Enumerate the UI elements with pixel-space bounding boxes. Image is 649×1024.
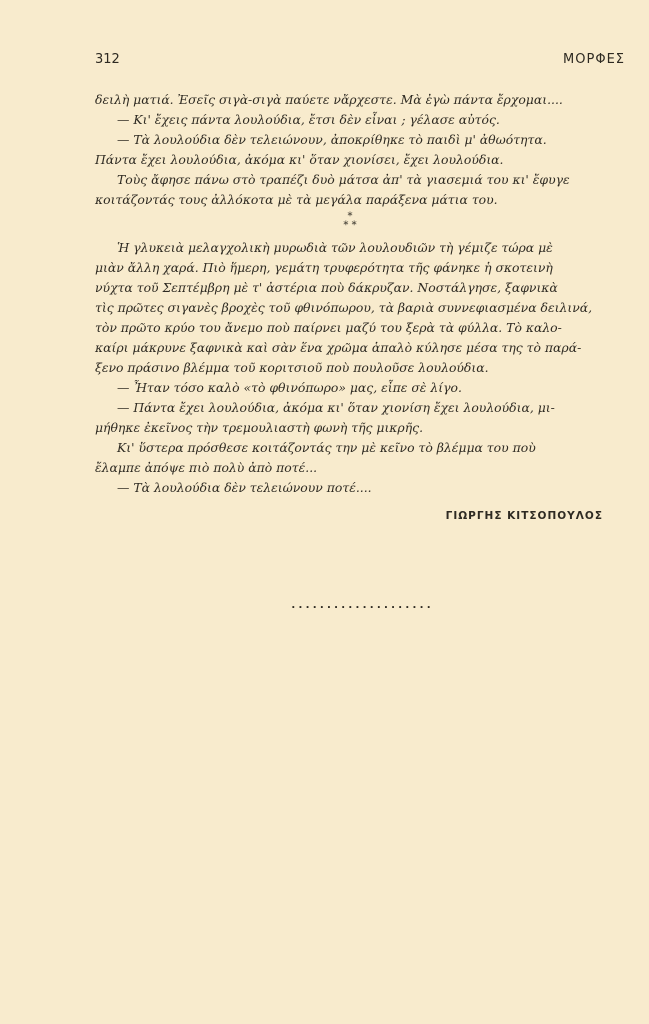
page-number: 312 (95, 52, 120, 67)
separator-bottom-stars: * * (343, 220, 357, 231)
text-line: ἔλαμπε ἀπόψε πιὸ πολὺ ἀπὸ ποτέ... (95, 460, 318, 475)
author-signature: ΓΙΩΡΓΗΣ ΚΙΤΣΟΠΟΥΛΟΣ (445, 510, 603, 522)
paragraph-narration (95, 238, 625, 498)
text-line: Πάντα ἔχει λουλούδια, ἀκόμα κι' ὅταν χιονίσει, ἔχει λουλούδια. (95, 152, 504, 167)
text-line: τὸν πρῶτο κρύο του ἄνεμο ποὺ παίρνει μαζύ του ξερὰ τὰ φύλλα. Τὸ καλο- (95, 320, 562, 335)
text-line: δειλὴ ματιά. Ἐσεῖς σιγὰ-σιγὰ παύετε νἄρχεστε. Μὰ ἐγὼ πάντα ἔρχομαι.... (95, 92, 563, 107)
paragraph-dialogue (95, 90, 625, 210)
text-line: — Κι' ἔχεις πάντα λουλούδια, ἔτσι δὲν εἶναι ; γέλασε αὐτός. (117, 112, 500, 127)
text-line: Τοὺς ἄφησε πάνω στὸ τραπέζι δυὸ μάτσα ἀπ' τὰ γιασεμιά του κι' ἔφυγε (117, 172, 570, 187)
end-mark: .................... (290, 598, 433, 611)
section-separator (335, 212, 365, 230)
text-line: — Τὰ λουλούδια δὲν τελειώνουν, ἀποκρίθηκε τὸ παιδὶ μ' ἀθωότητα. (117, 132, 547, 147)
text-line: νύχτα τοῦ Σεπτέμβρη μὲ τ' ἀστέρια ποὺ δάκρυζαν. Νοστάλγησε, ξαφνικὰ (95, 280, 558, 295)
text-line: μήθηκε ἐκεῖνος τὴν τρεμουλιαστὴ φωνὴ τῆς μικρῆς. (95, 420, 424, 435)
text-line: Ἡ γλυκειὰ μελαγχολικὴ μυρωδιὰ τῶν λουλουδιῶν τὴ γέμιζε τώρα μὲ (117, 240, 553, 255)
text-line: κοιτάζοντάς τους ἀλλόκοτα μὲ τὰ μεγάλα παράξενα μάτια του. (95, 192, 498, 207)
text-line: Κι' ὕστερα πρόσθεσε κοιτάζοντάς την μὲ κεῖνο τὸ βλέμμα του ποὺ (117, 440, 536, 455)
text-line: — Πάντα ἔχει λουλούδια, ἀκόμα κι' ὅταν χιονίση ἔχει λουλούδια, μι- (117, 400, 555, 415)
text-line: — Ἦταν τόσο καλὸ «τὸ φθινόπωρο» μας, εἶπε σὲ λίγο. (117, 380, 462, 395)
text-line: — Τὰ λουλούδια δὲν τελειώνουν ποτέ.... (117, 480, 372, 495)
page-header (95, 52, 625, 72)
text-line: τὶς πρῶτες σιγανὲς βροχὲς τοῦ φθινόπωρου, τὰ βαριὰ συννεφιασμένα δειλινά, (95, 300, 593, 315)
separator-top-star: * (347, 211, 353, 222)
text-line: ξενο πράσινο βλέμμα τοῦ κοριτσιοῦ ποὺ πουλοῦσε λουλούδια. (95, 360, 489, 375)
journal-title: ΜΟΡΦΕΣ (563, 52, 625, 67)
text-line: καίρι μάκρυνε ξαφνικὰ καὶ σὰν ἕνα χρῶμα ἁπαλὸ κύλησε μέσα της τὸ παρά- (95, 340, 582, 355)
text-line: μιὰν ἄλλη χαρά. Πιὸ ἥμερη, γεμάτη τρυφερότητα τῆς φάνηκε ἡ σκοτεινὴ (95, 260, 553, 275)
